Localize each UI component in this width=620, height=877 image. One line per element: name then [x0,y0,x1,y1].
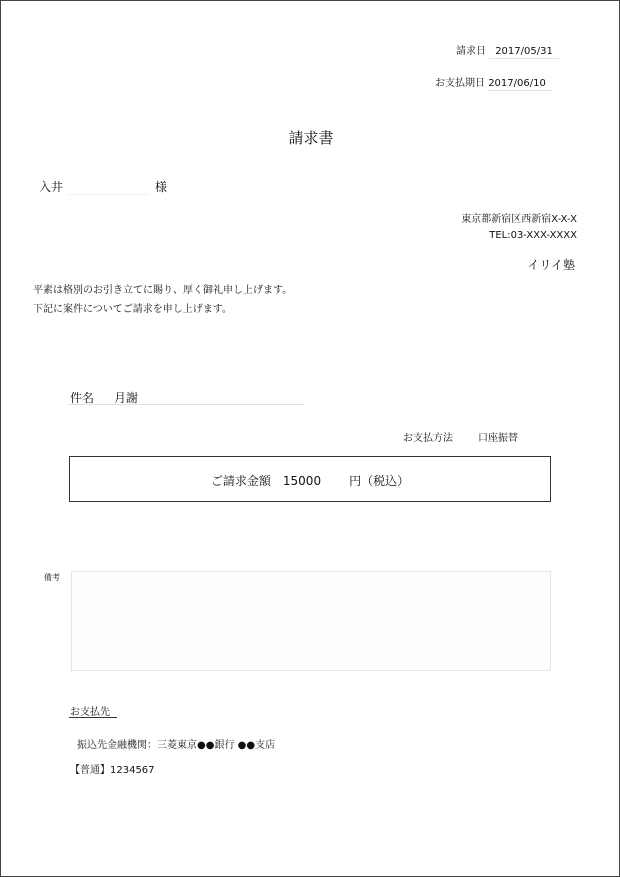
amount-value: 15000 [282,474,322,488]
issuer-name: イリイ塾 [527,258,575,272]
invoice-date-value: 2017/05/31 [489,46,559,59]
recipient [39,178,167,195]
notes-label: 備考 [44,573,60,582]
greeting-line-2: 下記に案件についてご請求を申し上げます。 [33,304,232,315]
subject-label: 件名 [70,391,95,405]
due-date-value: 2017/06/10 [488,78,552,91]
greeting-line-1: 平素は格別のお引き立てに賜り、厚く御礼申し上げます。 [33,285,293,296]
issuer-address: 東京都新宿区西新宿X-X-X [461,214,577,225]
notes-box[interactable] [71,571,551,671]
recipient-honorific: 様 [155,180,168,194]
payment-method-label: お支払方法 [403,433,453,444]
issuer-tel: TEL:03-XXX-XXXX [489,230,577,241]
amount-box [69,456,551,502]
recipient-name: 入井 [39,180,64,194]
invoice-date-row [456,42,559,59]
due-date-row [435,74,552,91]
due-date-label: お支払期日 [435,78,485,89]
document-title: 請求書 [288,129,334,147]
payment-method-value: 口座振替 [478,433,518,444]
amount-text [70,472,550,489]
payee-account: 【普通】1234567 [70,765,155,776]
subject-value: 月謝 [114,391,139,405]
payee-heading-underline [69,717,117,718]
subject-underline [69,404,305,405]
invoice-date-label: 請求日 [456,46,486,57]
payee-heading: お支払先 [70,707,110,718]
amount-label: ご請求金額 [210,474,271,488]
amount-unit: 円（税込） [349,474,410,488]
payee-bank: 振込先金融機関：三菱東京●●銀行 ●●支店 [77,740,276,751]
recipient-name-blank [69,182,149,195]
